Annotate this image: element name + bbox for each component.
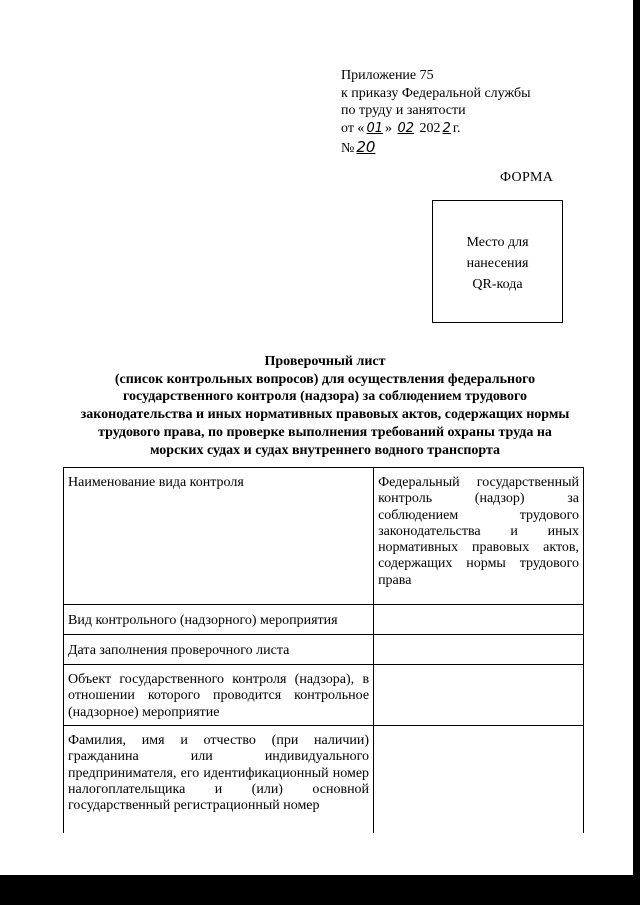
appendix-header (341, 67, 530, 158)
qr-text-line3: QR-кода (472, 277, 523, 292)
order-reference: к приказу Федеральной службы (341, 85, 531, 101)
title-line: государственного контроля (надзора) за соблюдением трудового (123, 389, 527, 405)
table-row (64, 726, 584, 834)
qr-text-line1: Место для (466, 235, 529, 250)
handwritten-year-digit: 2 (442, 120, 451, 136)
event-type-label: Вид контрольного (надзорного) мероприятия (64, 605, 374, 635)
control-kind-value: Федеральный государственный контроль (надзор) за соблюдением трудового законодательства и иных нормативных правовых актов, содержащих нормы трудового права (374, 468, 584, 605)
document-title (66, 353, 584, 459)
control-kind-label: Наименование вида контроля (64, 468, 374, 605)
title-line: морских судах и судах внутреннего водного транспорта (149, 442, 501, 458)
control-object-label: Объект государственного контроля (надзора), в отношении которого проводится контрольное (надзорное) мероприятие (64, 665, 374, 726)
agency-name: по труду и занятости (341, 103, 466, 118)
title-line: (список контрольных вопросов) для осуществления федерального (114, 371, 536, 387)
table-row (64, 468, 584, 605)
order-date (341, 120, 530, 138)
number-sign: № (341, 141, 355, 156)
handwritten-month: 02 (397, 120, 415, 136)
form-label: ФОРМА (500, 170, 554, 185)
handwritten-day: 01 (366, 120, 383, 136)
person-details-value[interactable] (374, 726, 584, 834)
checklist-info-table (63, 467, 584, 833)
title-line: законодательства и иных нормативных правовых актов, содержащих нормы (80, 407, 570, 423)
handwritten-number: 20 (356, 138, 376, 156)
qr-text-line2: нанесения (466, 256, 529, 271)
date-prefix: от « (341, 120, 365, 136)
appendix-number: Приложение 75 (341, 68, 434, 83)
title-line: трудового права, по проверке выполнения требований охраны труда на (98, 424, 552, 440)
control-object-value[interactable] (374, 665, 584, 726)
order-number (341, 139, 530, 158)
person-details-label: Фамилия, имя и отчество (при наличии) гражданина или индивидуального предпринимателя, его идентификационный номер налогоплательщика и (или) основной государственный регистрационный номер (64, 726, 374, 834)
title-line: Проверочный лист (264, 354, 386, 369)
table-row (64, 605, 584, 635)
fill-date-value[interactable] (374, 635, 584, 665)
fill-date-label: Дата заполнения проверочного листа (64, 635, 374, 665)
qr-placeholder-box (432, 200, 563, 323)
date-end: г. (452, 120, 461, 136)
table-row (64, 665, 584, 726)
year-prefix: 202 (416, 120, 441, 136)
table-row (64, 635, 584, 665)
date-separator: » (384, 120, 396, 136)
event-type-value[interactable] (374, 605, 584, 635)
